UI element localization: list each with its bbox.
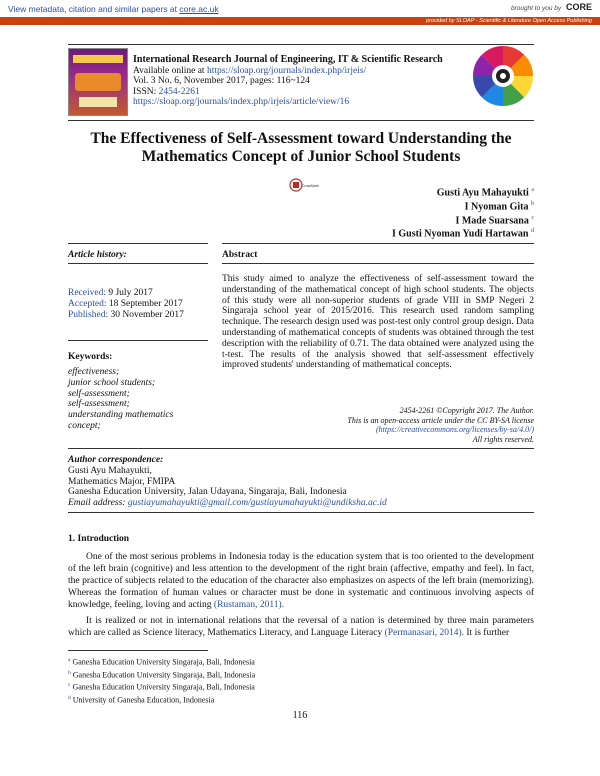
citation-link[interactable]: (Permanasari, 2014).	[384, 628, 465, 638]
correspondence-name: Gusti Ayu Mahayukti,	[68, 465, 152, 476]
keyword-item: effectiveness;	[68, 367, 120, 377]
journal-cover-image	[68, 48, 128, 116]
keywords-rule-top	[68, 340, 208, 341]
abstract-rule-top	[222, 243, 534, 244]
footnote: $^c$ Ganesha Education University Singaraja, Bali, Indonesia	[68, 682, 255, 692]
paper-title: The Effectiveness of Self-Assessment toward Understanding the Mathematics Concept of Junior School Students	[90, 130, 512, 165]
author-list	[392, 185, 534, 240]
header-rule-top	[68, 44, 534, 45]
core-view-text: View metadata, citation and similar papers at	[8, 4, 177, 14]
correspondence-rule-bottom	[68, 512, 534, 513]
abstract-heading: Abstract	[222, 250, 258, 260]
author-1: Gusti Ayu Mahayukti $^a$	[436, 187, 534, 199]
footnote: $^d$ University of Ganesha Education, Indonesia	[68, 694, 215, 705]
author-4: I Gusti Nyoman Yudi Hartawan $^d$	[391, 228, 534, 240]
article-url-link[interactable]: https://sloap.org/journals/index.php/irjeis/article/view/16	[133, 97, 350, 107]
keyword-item: junior school students;	[68, 377, 156, 388]
keywords-heading: Keywords:	[68, 352, 113, 362]
correspondence-email: Email address: gustiayumahayukti@gmail.com/gustiayumahayukti@undiksha.ac.id	[68, 498, 387, 509]
history-rule-top	[68, 243, 208, 244]
history-heading: Article history:	[68, 250, 127, 260]
journal-issn: ISSN: 2454-2261	[133, 86, 200, 97]
copyright-line: 2454-2261 ©Copyright 2017. The Author.	[399, 406, 534, 415]
abstract-text: This study aimed to analyze the effectiveness of self-assessment toward the understanding of the mathematical concept of high school students. The objects of this study were all non-superior students of grade VIII in SMP Negeri 2 Singaraja school year of 2015/2016. This research used random sampling technique. The research design used was post-test only control group design. Data understanding of mathematical concepts of students was obtained through the test description with the reliability of 0.71. The data obtained were analyzed using the t-test. The results of the analysis showed that self-assessment effectively improved students' understanding of mathematical concepts.	[222, 274, 534, 371]
footnotes	[68, 655, 255, 706]
author-3: I Made Suarsana $^c$	[455, 214, 534, 226]
page-number: 116	[292, 710, 308, 721]
received-row: Received: 9 July 2017	[68, 288, 153, 298]
correspondence-heading: Author correspondence:	[68, 455, 164, 465]
footnote: $^b$ Ganesha Education University Singaraja, Bali, Indonesia	[68, 669, 256, 680]
core-brought-text: brought to you by	[510, 5, 562, 12]
intro-paragraph-1: One of the most serious problems in Indonesia today is the education system that is too oriented to the development of the left brain (cognitive) and less attention to the development of the right brain (affective, empathy and feel). In fact, the practice of subjects related to the education of the character also emphasizes on aspects of the left brain (memorizing). Whereas the formation of human values or character must be done in systematic and continuous involving aspects of knowledge, feeling, loving and acting (Rustaman, 2011).	[68, 552, 534, 610]
svg-text:CrossMark: CrossMark	[302, 184, 319, 188]
intro-body	[68, 551, 534, 639]
keyword-item: understanding mathematics	[68, 410, 174, 421]
intro-paragraph-2: It is realized or not in international relations that the reversal of a nation is determined by three main parameters which are called as Science literacy, Mathematics Literacy, and Language Literacy (Permanasari, 2014). It is further	[68, 616, 534, 638]
journal-logo-wheel	[472, 45, 534, 107]
history-rule-bottom	[68, 263, 208, 264]
citation-link[interactable]: (Rustaman, 2011).	[213, 600, 285, 610]
published-row: Published: 30 November 2017	[68, 310, 184, 320]
journal-available: Available online at https://sloap.org/journals/index.php/irjeis/	[133, 65, 367, 76]
journal-info	[133, 55, 473, 108]
core-logo[interactable]: CORE	[565, 2, 592, 12]
article-history	[68, 288, 184, 321]
author-correspondence	[68, 455, 538, 509]
core-brought[interactable]	[511, 2, 592, 12]
footnote: $^a$ Ganesha Education University Singaraja, Bali, Indonesia	[68, 657, 255, 667]
journal-volume: Vol. 3 No. 6, November 2017, pages: 116~124	[133, 76, 310, 86]
core-view-link[interactable]	[8, 4, 219, 14]
rights-line: All rights reserved.	[472, 434, 534, 444]
core-site-link[interactable]: core.ac.uk	[179, 4, 219, 14]
footnote-rule	[68, 650, 208, 651]
abstract-rule-bottom	[222, 263, 534, 264]
accepted-row: Accepted: 18 September 2017	[68, 299, 183, 309]
keyword-item: self-assessment;	[68, 399, 130, 410]
keyword-item: concept;	[68, 420, 101, 431]
crossmark-icon[interactable]	[289, 178, 319, 192]
license-link[interactable]: (https://creativecommons.org/licenses/by-sa/4.0/)	[375, 425, 534, 434]
issn-link[interactable]: 2454-2261	[158, 86, 200, 97]
license-line: This is an open-access article under the CC BY-SA license	[347, 415, 534, 425]
author-2: I Nyoman Gita $^b$	[464, 200, 534, 213]
keyword-item: self-assessment;	[68, 388, 130, 399]
journal-url-link[interactable]: https://sloap.org/journals/index.php/irjeis/	[206, 65, 367, 76]
sloap-provided[interactable]: provided by SLOAP - Scientific & Literature Open Access Publishing	[426, 17, 592, 24]
email-link[interactable]: gustiayumahayukti@gmail.com/gustiayumahayukti@undiksha.ac.id	[127, 498, 387, 509]
header-rule-bottom	[68, 120, 534, 121]
journal-name: International Research Journal of Engineering, IT & Scientific Research	[133, 54, 443, 65]
intro-heading: 1. Introduction	[68, 534, 130, 544]
keywords-list	[68, 367, 208, 432]
correspondence-major: Mathematics Major, FMIPA	[68, 476, 176, 487]
correspondence-rule-top	[68, 448, 534, 449]
copyright-block	[300, 406, 534, 444]
correspondence-affiliation: Ganesha Education University, Jalan Udayana, Singaraja, Bali, Indonesia	[68, 487, 347, 498]
